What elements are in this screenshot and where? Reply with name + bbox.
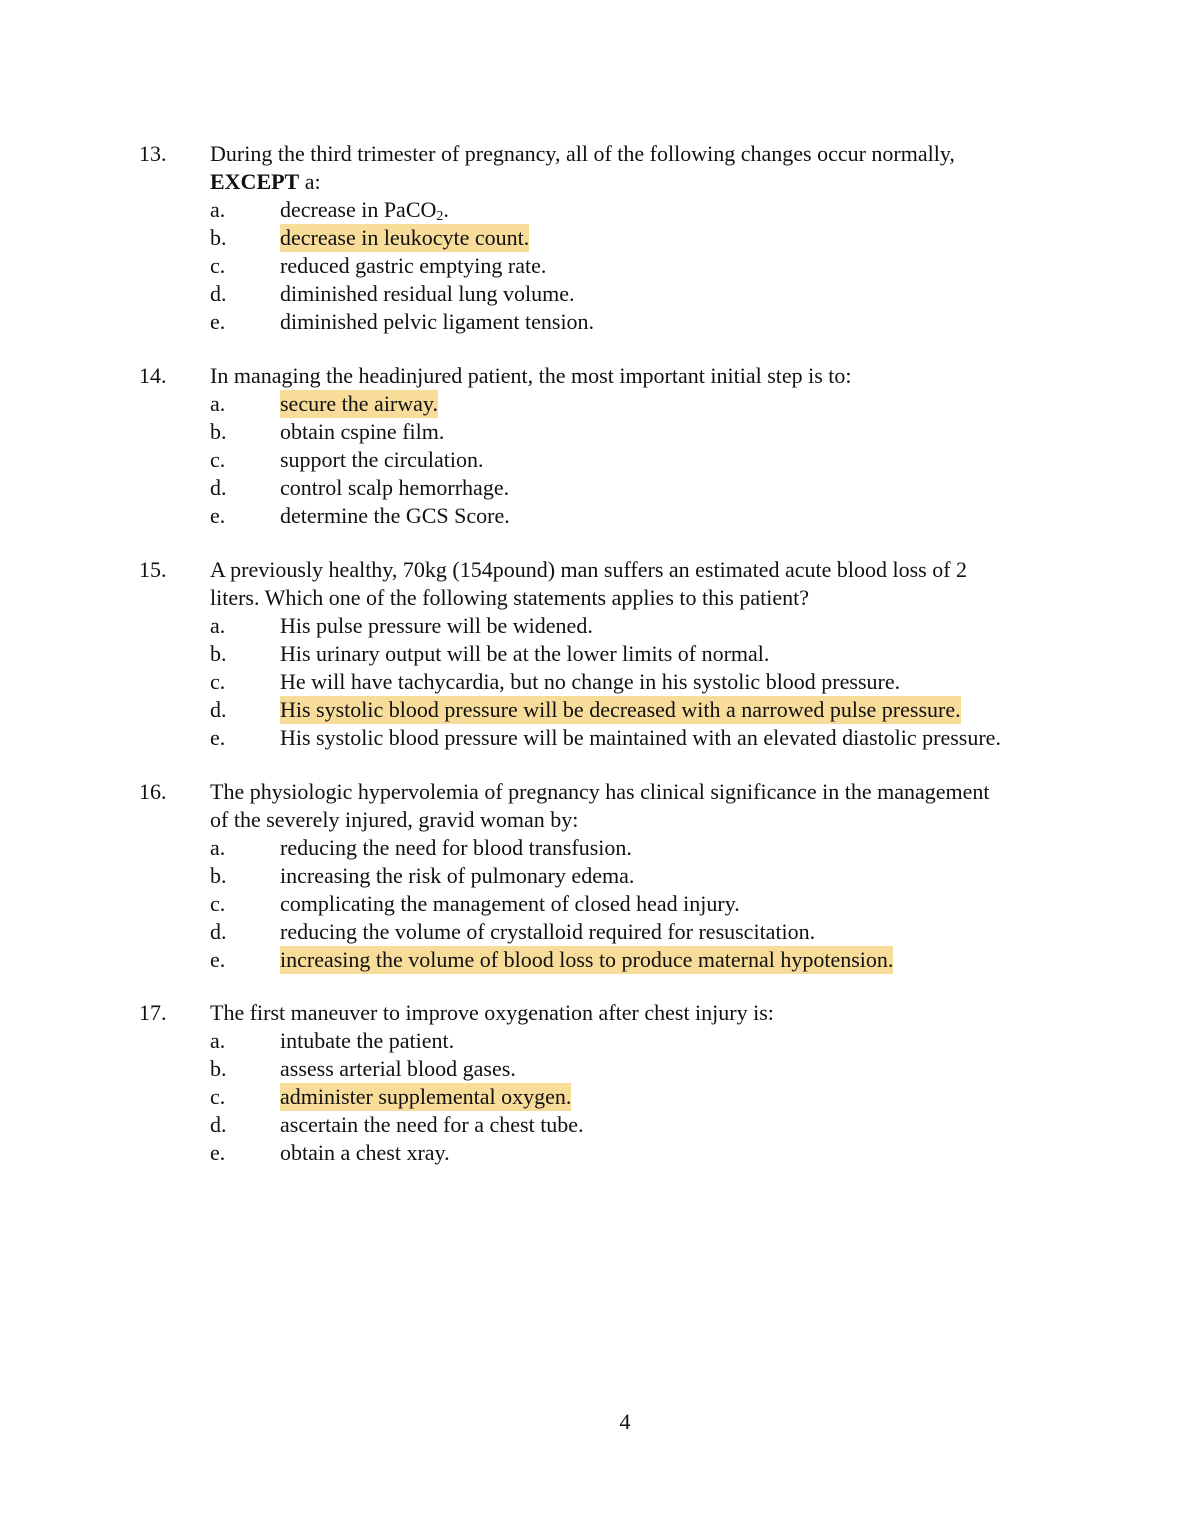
question-13 (0, 140, 1190, 336)
option-text-highlighted: His systolic blood pressure will be decreased with a narrowed pulse pressure. (280, 697, 961, 722)
option-text: support the circulation. (280, 447, 484, 472)
option-letter: c. (210, 447, 226, 472)
option-letter: e. (210, 309, 226, 334)
question-stem-continuation: liters. Which one of the following statements applies to this patient? (210, 585, 809, 610)
option-text-end: . (443, 197, 449, 222)
option-text: control scalp hemorrhage. (280, 475, 510, 500)
question-17 (0, 999, 1190, 1167)
option-text: reducing the need for blood transfusion. (280, 835, 632, 860)
option-text: intubate the patient. (280, 1028, 455, 1053)
option-d (0, 474, 1190, 502)
question-stem-line (0, 140, 1190, 168)
option-letter: b. (210, 419, 227, 444)
option-a (0, 196, 1190, 224)
option-d (0, 280, 1190, 308)
option-b (0, 1055, 1190, 1083)
option-c (0, 252, 1190, 280)
question-stem-line (0, 556, 1190, 584)
option-text: obtain a chest xray. (280, 1140, 450, 1165)
option-letter: a. (210, 197, 226, 222)
option-text (280, 196, 449, 224)
question-stem: The first maneuver to improve oxygenation after chest injury is: (210, 1000, 774, 1025)
option-text: diminished residual lung volume. (280, 281, 575, 306)
option-text: diminished pelvic ligament tension. (280, 309, 595, 334)
question-stem-continuation (210, 168, 321, 196)
option-d (0, 1111, 1190, 1139)
option-text-highlighted: increasing the volume of blood loss to produce maternal hypotension. (280, 947, 894, 972)
question-stem: The physiologic hypervolemia of pregnancy has clinical significance in the management (210, 779, 990, 804)
option-text: increasing the risk of pulmonary edema. (280, 863, 635, 888)
option-text-main: decrease in PaCO (280, 197, 437, 222)
option-letter: c. (210, 891, 226, 916)
option-letter: d. (210, 919, 227, 944)
option-text: reduced gastric emptying rate. (280, 253, 547, 278)
option-letter: a. (210, 835, 226, 860)
option-letter: b. (210, 863, 227, 888)
option-letter: a. (210, 391, 226, 416)
option-letter: b. (210, 1056, 227, 1081)
option-letter: b. (210, 641, 227, 666)
option-e (0, 1139, 1190, 1167)
option-letter: a. (210, 1028, 226, 1053)
option-letter: d. (210, 1112, 227, 1137)
question-number: 17. (139, 1000, 167, 1025)
option-a (0, 390, 1190, 418)
stem-tail: a: (299, 169, 321, 194)
option-letter: e. (210, 725, 226, 750)
option-c (0, 1083, 1190, 1111)
option-text: His urinary output will be at the lower limits of normal. (280, 641, 770, 666)
option-letter: d. (210, 281, 227, 306)
option-letter: d. (210, 697, 227, 722)
question-number: 13. (139, 141, 167, 166)
question-14 (0, 362, 1190, 530)
option-text-highlighted: administer supplemental oxygen. (280, 1084, 572, 1109)
option-a (0, 1027, 1190, 1055)
question-stem-line (0, 806, 1190, 834)
subscript: 2 (436, 209, 444, 224)
question-stem-line (0, 778, 1190, 806)
question-15 (0, 556, 1190, 752)
question-number: 14. (139, 363, 167, 388)
question-number: 16. (139, 779, 167, 804)
option-letter: e. (210, 503, 226, 528)
question-stem-line (0, 362, 1190, 390)
option-text: His pulse pressure will be widened. (280, 613, 593, 638)
question-stem-line (0, 584, 1190, 612)
option-a (0, 612, 1190, 640)
option-d (0, 696, 1190, 724)
option-c (0, 446, 1190, 474)
option-letter: e. (210, 1140, 226, 1165)
option-letter: a. (210, 613, 226, 638)
option-a (0, 834, 1190, 862)
option-b (0, 640, 1190, 668)
option-e (0, 946, 1190, 974)
option-text: assess arterial blood gases. (280, 1056, 516, 1081)
option-text: reducing the volume of crystalloid required for resuscitation. (280, 919, 816, 944)
option-text-highlighted: secure the airway. (280, 391, 438, 416)
option-d (0, 918, 1190, 946)
option-text: complicating the management of closed head injury. (280, 891, 740, 916)
question-stem-continuation: of the severely injured, gravid woman by: (210, 807, 579, 832)
option-b (0, 224, 1190, 252)
option-c (0, 668, 1190, 696)
option-b (0, 418, 1190, 446)
emphasis-except: EXCEPT (210, 169, 300, 194)
question-stem: A previously healthy, 70kg (154pound) man suffers an estimated acute blood loss of 2 (210, 557, 968, 582)
question-stem: During the third trimester of pregnancy, all of the following changes occur normally, (210, 141, 955, 166)
option-letter: c. (210, 669, 226, 694)
option-e (0, 502, 1190, 530)
option-c (0, 890, 1190, 918)
option-text: obtain cspine film. (280, 419, 445, 444)
question-stem: In managing the headinjured patient, the most important initial step is to: (210, 363, 852, 388)
option-text: His systolic blood pressure will be maintained with an elevated diastolic pressure. (280, 725, 1001, 750)
option-text: determine the GCS Score. (280, 503, 510, 528)
question-16 (0, 778, 1190, 974)
option-e (0, 308, 1190, 336)
option-letter: e. (210, 947, 226, 972)
option-letter: b. (210, 225, 227, 250)
question-number: 15. (139, 557, 167, 582)
option-letter: d. (210, 475, 227, 500)
option-text: ascertain the need for a chest tube. (280, 1112, 584, 1137)
option-text: He will have tachycardia, but no change in his systolic blood pressure. (280, 669, 901, 694)
option-letter: c. (210, 253, 226, 278)
question-stem-line (0, 999, 1190, 1027)
option-e (0, 724, 1190, 752)
page-number: 4 (619, 1409, 631, 1434)
option-b (0, 862, 1190, 890)
option-letter: c. (210, 1084, 226, 1109)
question-stem-line (0, 168, 1190, 196)
option-text-highlighted: decrease in leukocyte count. (280, 225, 530, 250)
